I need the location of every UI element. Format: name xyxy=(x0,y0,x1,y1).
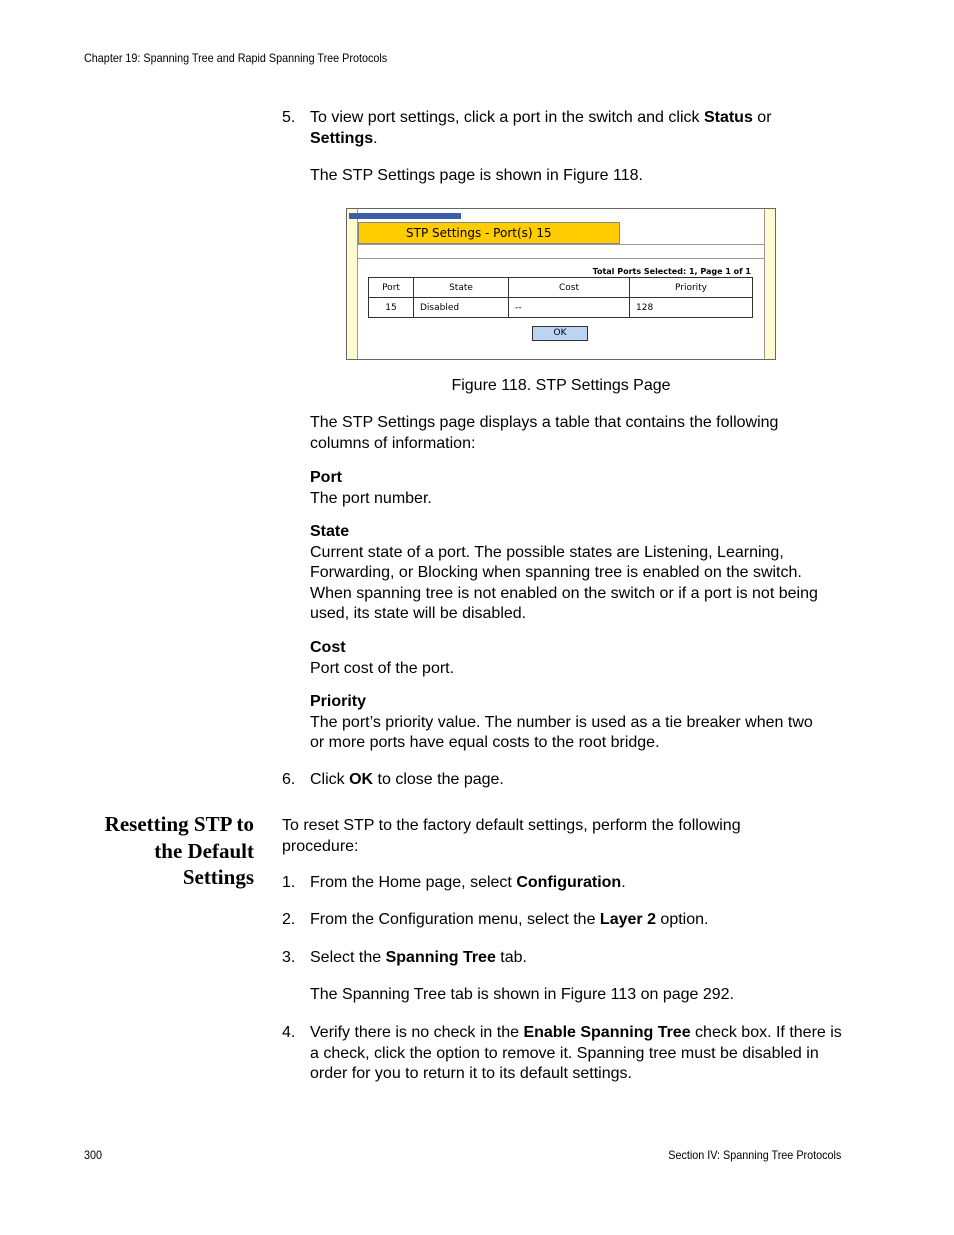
stp-settings-figure xyxy=(346,208,776,360)
definition-desc: The port number. xyxy=(310,489,432,507)
definition-port xyxy=(310,468,850,509)
footer-section: Section IV: Spanning Tree Protocols xyxy=(667,1148,841,1162)
figure-title-bar: STP Settings - Port(s) 15 xyxy=(358,222,620,244)
step-number: 5. xyxy=(282,109,296,126)
step-number: 1. xyxy=(282,874,296,891)
definition-cost xyxy=(310,638,850,679)
stp-settings-table xyxy=(368,277,753,318)
figure-right-frame xyxy=(764,209,775,359)
ok-button[interactable]: OK xyxy=(532,326,588,341)
definition-term: Cost xyxy=(310,639,346,656)
cell-cost: -- xyxy=(509,298,630,318)
running-header: Chapter 19: Spanning Tree and Rapid Spanning Tree Protocols xyxy=(84,51,388,65)
section-heading: Resetting STP to the Default Settings xyxy=(104,812,254,889)
cell-port: 15 xyxy=(369,298,414,318)
definition-term: State xyxy=(310,523,350,540)
step-6-text: Click OK to close the page. xyxy=(310,771,504,788)
figure-divider xyxy=(357,244,765,245)
step-5-note: The STP Settings page is shown in Figure 118. xyxy=(310,167,643,184)
reset-step-3: Select the Spanning Tree tab. xyxy=(310,949,527,966)
table-header-row xyxy=(369,278,753,298)
reset-step-4: Verify there is no check in the Enable Spanning Tree check box. If there is a check, click the option to remove it. Spanning tree must be disabled in order for you to return it to its default settings. xyxy=(310,1024,842,1082)
column-header-port: Port xyxy=(369,278,414,298)
figure-left-frame xyxy=(347,209,358,359)
column-header-priority: Priority xyxy=(630,278,753,298)
table-row[interactable] xyxy=(369,298,753,318)
step-5-text: To view port settings, click a port in the switch and click Status or Settings. xyxy=(310,109,772,147)
definition-state xyxy=(310,522,845,625)
definition-desc: Current state of a port. The possible states are Listening, Learning, Forwarding, or Blocking when spanning tree is enabled on the switch. When spanning tree is not enabled on the switch or if a port is not being used, its state will be disabled. xyxy=(310,543,818,622)
figure-totals: Total Ports Selected: 1, Page 1 of 1 xyxy=(592,267,751,276)
column-header-state: State xyxy=(414,278,509,298)
definition-term: Port xyxy=(310,469,342,486)
page-number: 300 xyxy=(84,1148,103,1162)
definition-desc: The port’s priority value. The number is used as a tie breaker when two or more ports have equal costs to the root bridge. xyxy=(310,713,813,751)
step-number: 2. xyxy=(282,911,296,928)
cell-priority: 128 xyxy=(630,298,753,318)
cell-state: Disabled xyxy=(414,298,509,318)
intro-paragraph: The STP Settings page displays a table that contains the following columns of information: xyxy=(310,414,779,452)
definition-priority xyxy=(310,692,830,754)
definition-term: Priority xyxy=(310,693,367,710)
reset-step-1: From the Home page, select Configuration. xyxy=(310,874,626,891)
step-number: 3. xyxy=(282,949,296,966)
step-number: 4. xyxy=(282,1024,296,1041)
definition-desc: Port cost of the port. xyxy=(310,659,455,677)
figure-caption: Figure 118. STP Settings Page xyxy=(451,377,671,394)
column-header-cost: Cost xyxy=(509,278,630,298)
figure-divider xyxy=(357,258,765,259)
reset-step-3-note: The Spanning Tree tab is shown in Figure 113 on page 292. xyxy=(310,986,734,1003)
figure-top-strip xyxy=(349,213,461,219)
step-number: 6. xyxy=(282,771,296,788)
section-intro: To reset STP to the factory default settings, perform the following procedure: xyxy=(282,817,741,855)
reset-step-2: From the Configuration menu, select the Layer 2 option. xyxy=(310,911,709,928)
